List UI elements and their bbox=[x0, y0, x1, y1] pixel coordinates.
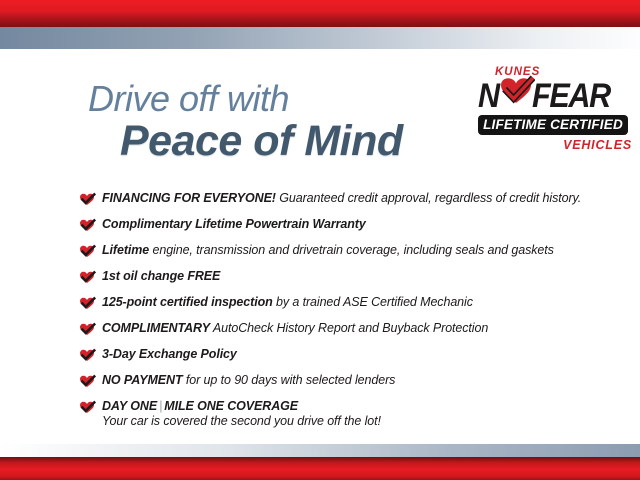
logo-letter-n: N bbox=[478, 77, 499, 115]
benefit-text: 1st oil change FREE bbox=[102, 269, 221, 283]
logo-vehicles-text: VEHICLES bbox=[563, 138, 632, 152]
benefit-powertrain-warranty bbox=[78, 218, 618, 237]
logo-lifetime-certified-banner: LIFETIME CERTIFIED bbox=[478, 115, 628, 135]
heart-check-icon bbox=[78, 374, 96, 393]
heart-check-icon bbox=[78, 322, 96, 341]
benefit-inspection bbox=[78, 296, 618, 315]
logo-brand-text: KUNES bbox=[495, 66, 541, 78]
benefit-oil-change bbox=[78, 270, 618, 289]
headline bbox=[88, 78, 403, 166]
benefit-no-payment bbox=[78, 374, 618, 393]
benefits-list bbox=[78, 192, 618, 436]
benefit-exchange-policy bbox=[78, 348, 618, 367]
benefit-lifetime-coverage bbox=[78, 244, 618, 263]
benefit-day-one-coverage bbox=[78, 400, 618, 428]
top-steel-gradient-bar bbox=[0, 27, 640, 49]
heart-check-icon bbox=[78, 400, 96, 419]
benefit-text: 3-Day Exchange Policy bbox=[102, 347, 237, 361]
heart-check-icon bbox=[78, 296, 96, 315]
heart-check-icon bbox=[78, 192, 96, 211]
logo-no-fear-row bbox=[478, 79, 632, 113]
benefit-text: Lifetime engine, transmission and drivetrain coverage, including seals and gaskets bbox=[102, 243, 554, 257]
heart-check-icon bbox=[78, 244, 96, 263]
logo-fear-text: FEAR bbox=[532, 77, 610, 115]
heart-check-icon bbox=[78, 270, 96, 289]
headline-line1: Drive off with bbox=[88, 78, 290, 119]
benefit-text: NO PAYMENT for up to 90 days with selected lenders bbox=[102, 373, 396, 387]
benefit-subtext: Your car is covered the second you drive off the lot! bbox=[102, 413, 381, 428]
kunes-no-fear-logo bbox=[478, 66, 632, 152]
heart-check-icon bbox=[497, 74, 535, 115]
benefit-autocheck bbox=[78, 322, 618, 341]
benefit-text: DAY ONE | MILE ONE COVERAGE Your car is covered the second you drive off the lot! bbox=[102, 399, 381, 428]
pipe-separator: | bbox=[159, 399, 163, 413]
benefit-text: COMPLIMENTARY AutoCheck History Report and Buyback Protection bbox=[102, 321, 489, 335]
heart-check-icon bbox=[78, 348, 96, 367]
bottom-red-bar bbox=[0, 457, 640, 480]
benefit-text: FINANCING FOR EVERYONE! Guaranteed credit approval, regardless of credit history. bbox=[102, 191, 582, 205]
heart-check-icon bbox=[78, 218, 96, 237]
bottom-steel-gradient-bar bbox=[0, 444, 640, 457]
benefit-financing bbox=[78, 192, 618, 211]
benefit-text: 125-point certified inspection by a trained ASE Certified Mechanic bbox=[102, 295, 473, 309]
headline-line2: Peace of Mind bbox=[120, 117, 403, 165]
benefit-text: Complimentary Lifetime Powertrain Warranty bbox=[102, 217, 366, 231]
top-red-bar bbox=[0, 0, 640, 27]
